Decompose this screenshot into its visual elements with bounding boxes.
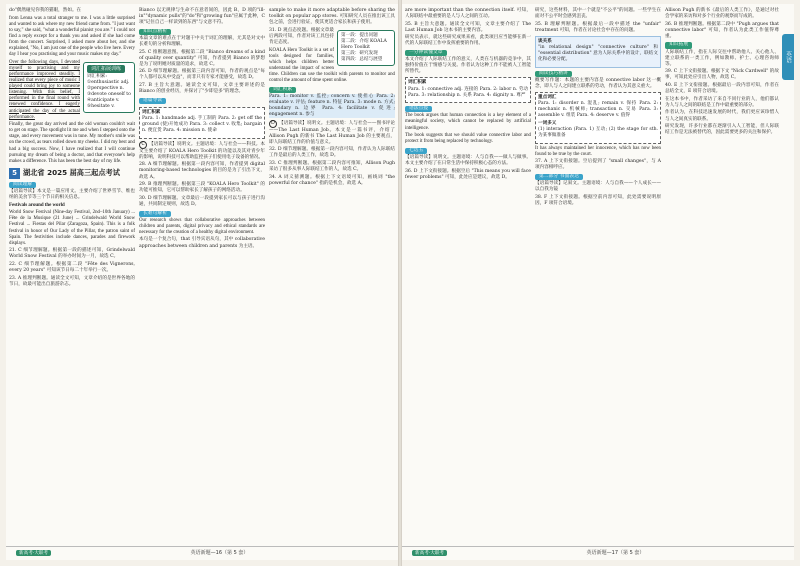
left-page [6,4,398,560]
passage-d-intro: 【语篇导读】说明文。主题语境：人与社会——图书评论——The Last Human Job。本文是一篇书评，介绍了 Allison Pugh 的新书 The Last Human Job 的主要观点，即人际联结工作的价值与意义。 [269,120,395,145]
right-column-1 [405,8,531,182]
vocab-box-line: ⑤hesitate v. [87,104,115,110]
paragraph: Allison Pugh 的新书《最后的人类工作》，是通过对社会学家的采访和对多个行业的观察而写成的。 [665,8,779,20]
grammar-sentence: The book argues that human connection is a key element of a meaningful society, which cannot be replaced by artificial intelligence. [405,113,531,131]
section-title: 湖北省 2025 届高三起点考试 [23,168,120,178]
paragraph: Bianco 以无规律与生命不在意者间的，因此 B、D 项的"ill-in""dynamic pulls"的"do"和"growing fun"应属于此种，C 项"记住自己一样读到的东西"与文意不符。 [139,8,265,26]
right-footer [402,546,794,558]
answer-25: 25. C 推断题意图。根据第二段 "Bianco dreams of a kind of quality over quantity" 可知，作者提到 Bianco 的梦想是为了说明她对质量的追求，故选 C。 [139,49,265,67]
paragraph: 本篇文章的难点在于对题干中关于词汇的理解，尤其是对文中长难句的分析和理解。 [139,35,265,47]
paragraph: 人际联结工作，指在人际交往中帮助他人、关心他人、建立联系的一类工作，例如教师、护士、心理咨询师等。 [665,49,779,67]
passage-intro: 【语篇导读】说明文。主题语境：人与自我——做人与做事。本文主要介绍了在日常生活中保持积极心态的方法。 [405,154,531,166]
paragraph: 本文介绍了人际联结工作的意义，人类在与机器的竞争中，其独特价值在于情感与关爱。作者认为这种工作不能被人工智能所替代。 [405,57,531,75]
paragraph: 研究员表示，就这些研究成果来看，此类项目应当能够在新一代的人际联结工作中发挥重要的作用。 [405,35,531,47]
paragraph: 研究发现，许多行业都在逐渐引入人工智能，但人际联结工作是无法被替代的，因此需要更多的关注和保护。 [665,124,779,136]
passage-c-label: C [139,141,147,149]
answer-36: 36. D 上下文衔接题。根据空后 "This means you will face fewer problems" 可知，此处应是建议，故选 D。 [405,168,531,180]
structure-line: 第三段：研究发现 [341,51,378,57]
paragraph: sample to make it more adaptable before sharing the toolkit on popular app stores. 可知研究人员在推出该工具包之前，会进行验证，使其更适合家长和孩子使用。 [269,8,395,26]
vocab-box [83,62,135,114]
left-column-2 [139,8,265,251]
passage-intro: 【语篇导读】本文是一篇应用文。主要介绍了世界雪节、维也纳的美食节等三个节日的相关信息。 [9,188,135,201]
passage-a-tag: 阅读理解 [9,182,36,188]
answer-38: 38. F 上下文衔接题。根据空前内容可知，此处需要说明原因，F 项符合语境。 [535,194,661,206]
vocab-list: Para. 1: disorder n. 混乱; remain v. 保持 Para. 2: mechanic n. 机械师; transaction n. 交易 Para. 3: assemble v. 组装 Para. 4: deserve v. 值得 [538,101,658,119]
left-column-3 [269,8,395,188]
paragraph: 在这本书中，作者采访了来自不同行业的人，他们都认为人与人之间的联结是工作中最重要的部分。 [665,96,779,108]
vocab-box-line: ②perspective n. [87,86,125,92]
answer-28: 28. A 细节理解题。根据第一段内容可知，作者提到 digital monitoring-based technologies 的目的是为了引出下文，故选 A。 [139,162,265,180]
passage-body: World Snow Festival (Nine-day Festival, 2nd–10th January) ... Fête de la Musique (21 June) ... Grindelwald World Snow Festival ... Fiestas del Pilar (Zaragoza, Spain). This is a folk festival in honor of Our Lady of the Pillar, the patron saint of Spain. The festivities include dances, parades and firework displays. [9,210,135,246]
vocab-box-line: ③devote oneself to [87,92,131,98]
paragraph: 作者认为，在科技迅速发展的时代，我们更应该珍惜人与人之间真实的联系。 [665,110,779,122]
passage-c-intro: 【语篇导读】说明文。主题语境：人与社会——科技。本文主要介绍了 KOALA Hero Toolkit 的功能以及其对青少年的影响，说明科技可以帮助监控孩子们使用电子设备的情况。 [139,141,265,160]
subject-side-tab: 英语 [782,34,794,80]
right-column-2 [535,8,661,209]
answer-34: 34. A 词义猜测题。根据上下文语境可知，画线词 "the powerful for chance" 指的是机会，故选 A。 [269,174,395,186]
vocab-list: Para. 1: monitor v. 监控; concern v. 使担心 Para. 2: evaluate v. 评估; feature n. 特征 Para. 3: mode n. 方式; boundary n. 边界 Para. 4: facilitate v. 促进; engagement n. 参与 [269,93,395,117]
publisher-logo: 新高考·大联考 [412,550,447,556]
reading-tips-tag: 阅读技巧精讲 [535,71,572,77]
answer-35: 35. B 主旨大意题。通读全文可知，文章主要介绍了 The Last Human Job 这本书的主要内容。 [405,21,531,33]
right-column-3 [665,8,779,138]
answer-33: 33. C 推理判断题。根据第二段内容可推知，Allison Pugh 采访了很多从事人际联结工作的人，故选 C。 [269,161,395,173]
vocab-box-line: ④anticipate v. [87,98,120,104]
grammar-tag: 语法点拨 [405,106,432,112]
writing-section-tag: 第二部分 书面表达 [535,174,583,180]
essay-paragraph: from Lenna was a total stranger to me. I was a little surprised and wanted to ask where my new friend came from. "I just want to say," she said, "what a wonderful pianist you are." I could not find a reply except for a thank you and asked if she had come from the concert. Surprised, I asked more about her, and she explained, "No, I am just one of the people who live here. Every day I hear you practising and your music makes my day." [9,15,135,58]
structure-line: 第二段：介绍 KOALA Hero Toolkit [341,38,387,50]
vocab-title: 词汇积累 [408,80,427,86]
answer-32: 32. D 细节理解题。根据第一段内容可知，作者认为人际联结工作是最后的人类工作，故选 D。 [269,147,395,159]
answer-26: 26. D 细节理解题。根据第三段内容可知，作者的观点是"每个人都可以从中受益"，而非只有专家才能感受，故选 D。 [139,69,265,81]
knowledge-tag: 知识点精析 [139,29,171,35]
publisher-logo: 新高考·大联考 [16,550,51,556]
vocab-title: 重点词汇 [538,95,557,101]
answer-23: 23. A 推理判断题。通读全文可知，文章介绍的是世界各地的节日，故最可能出自旅游杂志。 [9,275,135,287]
answer-40: 40. E 上下文衔接题。根据最后一段内容可知，作者在总结全文，E 项符合语境。 [665,83,779,95]
vocab-section [139,107,265,139]
summary-tag: 一分钟读懂文章 [405,50,447,56]
structure-line: 第一段：提出问题 [341,32,378,38]
vocab-box-title: 词汇拓展训练 [87,65,125,73]
section-number: 5 [9,168,20,179]
left-column-1 [9,8,135,289]
answer-21: 21. C 细节理解题。根据第一段的描述可知，Grindelwald World Snow Festival 的举办时间为一月，故选 C。 [9,248,135,260]
vocab-section [535,92,661,144]
paragraph: 研究，这些材料，其中一个就是"不公平"的问题。一些学生在面对不公平时会感到沮丧。 [535,8,661,20]
paragraph: 概要写作题：本题的主要内容是 connective labor 这一概念，即人与人之间建立联系的劳动，作者认为其意义重大。 [535,77,661,89]
page-label: 英语新题—16（第 5 套） [190,550,249,556]
vocab-list: Para. 1: handmade adj. 手工制的 Para. 2: get off the ground (使)开始成功 Para. 3: collect v. 收集; bargain n. 便宜货 Para. 4: mission n. 使命 [142,115,262,134]
answer-35b: 35. B 理解判断题。根据最后一段中描述 the "unfair" treatment 可知，作者在讨论社会中存在的问题。 [535,21,661,33]
answer-37: 37. A 上下文衔接题。空后提到了 "small changes"，与 A 项内容相呼应。 [535,159,661,171]
structure-box [337,30,395,66]
right-page [402,4,794,560]
vocab-box-line: ①enthusiastic adj. [87,79,130,85]
essay-paragraph: Finally, the great day arrived and the old woman couldn't wait to get on stage. The spotlight lit me and when I stepped onto the stage, and every movement was in tune. My mother's smile was on the crowd, as tears rolled down my cheeks. I did my best and had a big success. Now, I have realized that I will continue pursuing my dream of being a doctor, and that everyone's help makes a difference. This has been the best day of my life. [9,122,135,164]
paragraph: The book suggests that we should value connective labor and protect it from being replaced by technology. [405,133,531,145]
section-label: 七选五 [405,148,427,154]
vocab-list: Para. 1: connective adj. 连接的 Para. 2: labor n. 劳动 Para. 3: relationship n. 关系 Para. 4: dignity n. 尊严 [408,86,528,98]
relation-box-text: "in relational design" "connective culture" 和 "essential distribution" 意为人际关系中的设计，联结文化和必要分配。 [538,44,658,63]
page-label: 英语新题—17（第 5 套） [586,550,645,556]
vocab-section [405,77,531,103]
passage-subtitle: Festivals around the world [9,202,65,208]
left-footer [6,546,398,558]
answer-31: 31. D 观点态度题。根据文章最后两段可知，作者对该工具包持肯定态度。 [269,27,334,45]
long-sentence-note: 本句是一个复合句，that 引导宾语从句，其中 collaborative approaches between children and parents 为主语。 [139,237,265,249]
knowledge-tag: 知识拓展 [665,42,692,48]
answer-39: 39. C 上下文衔接题。根据下文 "Nick Cardwell" 的故事，可知此处应引出人物，故选 C。 [665,69,779,81]
essay-paragraph: Over the following days, I devoted myself to practising and my performance improved steadily. I realized that every piece of music I played could bring joy to someone listening. With this belief, I performed in the final round with renewed confidence. I eagerly anticipated the day of the actual performance. [9,59,80,120]
phrase-list: (1) interaction (Para. 1) 互动; (2) the stage for sth. 为某事做准备 [538,127,658,139]
answer-22: 22. C 细节理解题。根据第二段 "Fête des Vignerons, every 20 years" 可知该节日每二十年举行一次。 [9,261,135,274]
paragraph: are more important than the connection itself. 可知，人际联结中最重要的是人与人之间的互动。 [405,8,531,20]
section-header [9,168,135,179]
passage-guide-tag: 语篇导读 [139,98,166,104]
relation-box [535,36,661,68]
paragraph: do"偶然碰见你我的猫眼，然如。在 [9,8,82,13]
structure-line: 第四段：总结与展望 [341,57,383,63]
answer-29: 29. B 推理判断题。根据第三段 "KOALA Hero Toolkit" 的功能可推知，它可以帮助家长了解孩子的网络活动。 [139,182,265,194]
long-sentence-tag: 长难句解析 [139,211,171,217]
example-sentence: It has always maintained her innocence, which has now been found to be true by the court. [535,145,661,157]
vocab-tag: 词汇积累 [269,87,296,93]
passage-intro: 【语篇导读】记叙文。主题语境：人与自我——个人成长——以自我为镜 [535,181,661,193]
answer-36b: 36. B 推理判断题。根据第二段中 "Pugh argues that connective labor" 可知，作者认为此类工作值得尊重。 [665,21,779,39]
long-sentence: Our research shows that collaborative approaches between children and parents, digital privacy and ethical standards are necessary for the creation of a healthy digital environment. [139,217,265,235]
passage-d-label: D [269,120,277,128]
phrase-title: 一词多义 [538,120,557,126]
vocab-title: 词汇积累 [142,109,161,115]
relation-box-title: 谈关系 [538,38,552,44]
answer-27: 27. B 主旨大意题。通读全文可知，文章主要讲述的是 Bianco 的创业经历，并探讨了"少即是多"的理念。 [139,83,265,95]
vocab-box-line: 词汇积累: [87,73,107,79]
paragraph: KOALA Hero Toolkit is a set of tools designed for families, which helps children better understand the impact of screen time. Children can use the toolkit with parents to monitor and control the amount of time spent online. [269,47,395,84]
answer-30: 30. D 细节理解题。文章最后一段提到家长可以与孩子进行沟通，共同制定规则，故选 D。 [139,195,265,207]
